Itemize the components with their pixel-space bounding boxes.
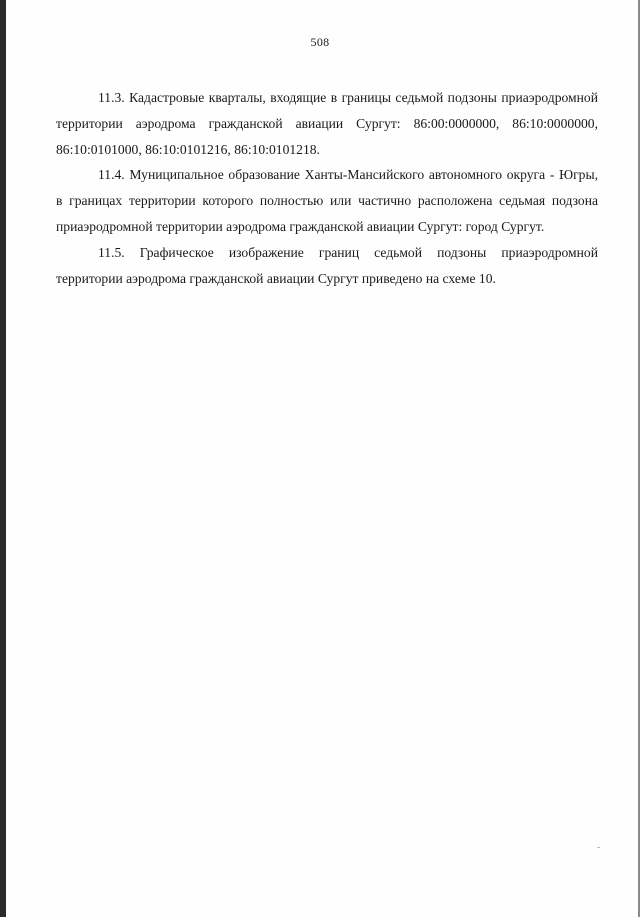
paragraph-11-5: 11.5. Графическое изображение границ седьмой подзоны приаэродромной территории аэродрома гражданской авиации Сургут приведено на схеме 10. bbox=[56, 244, 598, 286]
scan-speck bbox=[597, 847, 600, 848]
scan-border-left bbox=[0, 0, 6, 917]
paragraph-11-3: 11.3. Кадастровые кварталы, входящие в границы седьмой подзоны приаэродромной территории аэродрома гражданской авиации Сургут: 86:00:0000000, 86:10:0000000, 86:10:0101000, 86:10:0101216, 86:10:0101218. bbox=[56, 90, 598, 157]
page-number: 508 bbox=[310, 35, 330, 49]
paragraph-11-4: 11.4. Муниципальное образование Ханты-Мансийского автономного округа - Югры, в границах территории которого полностью или частично расположена седьмая подзона приаэродромной территории аэродрома гражданской авиации Сургут: город Сургут. bbox=[56, 167, 598, 234]
document-body bbox=[56, 85, 598, 291]
